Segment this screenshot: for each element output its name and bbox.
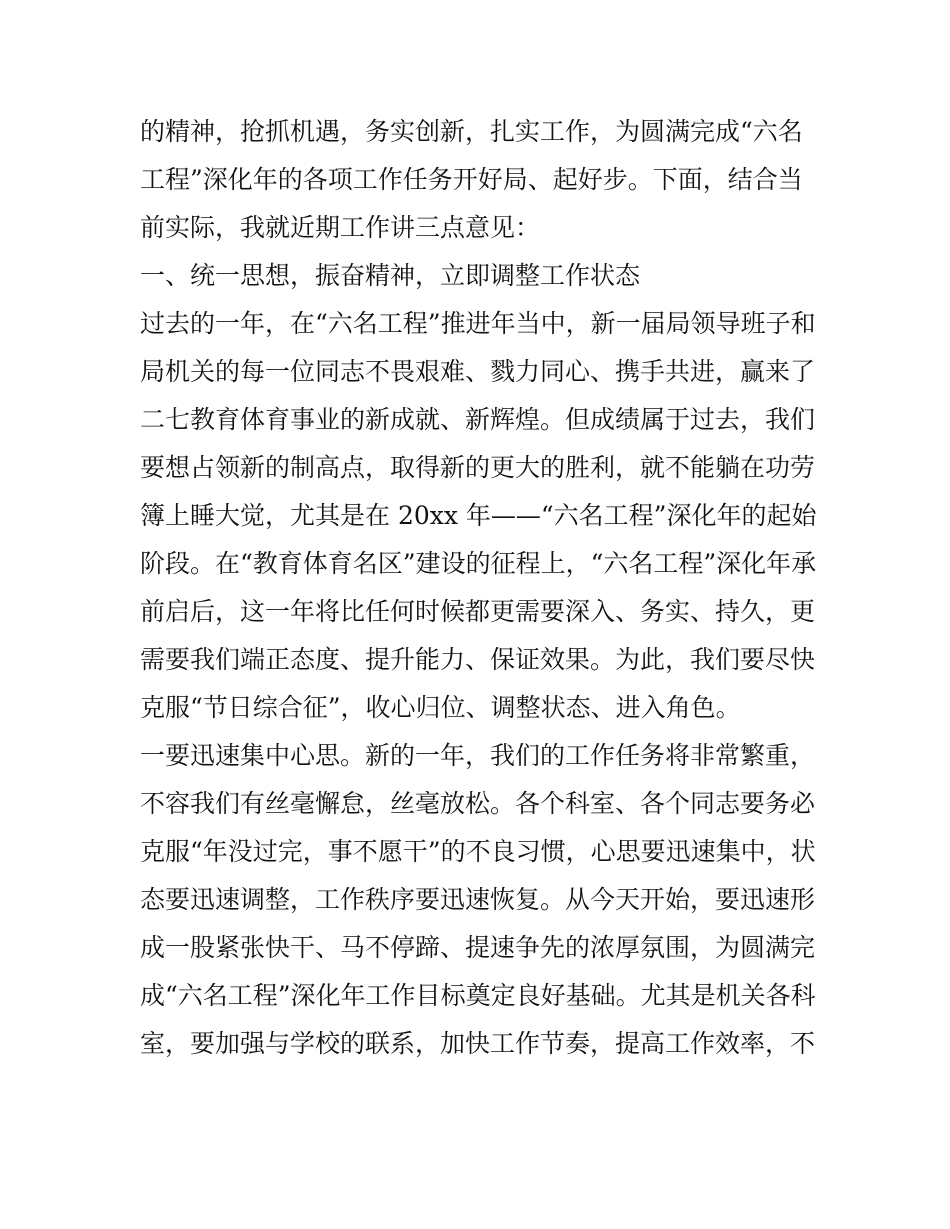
text-line: 局机关的每一位同志不畏艰难、戮力同心、携手共进，赢来了 <box>140 357 816 386</box>
text-line: 前实际，我就近期工作讲三点意见： <box>140 213 541 242</box>
text-line: 工程”深化年的各项工作任务开好局、起好步。下面，结合当 <box>140 165 803 194</box>
text-line: 一要迅速集中心思。新的一年，我们的工作任务将非常繁重， <box>140 741 816 770</box>
section-heading: 一、统一思想，振奋精神，立即调整工作状态 <box>140 261 641 290</box>
document-body <box>140 108 820 1068</box>
text-line: 成一股紧张快干、马不停蹄、提速争先的浓厚氛围，为圆满完 <box>140 933 816 962</box>
text-line: 不容我们有丝毫懈怠，丝毫放松。各个科室、各个同志要务必 <box>140 789 816 818</box>
text-line: 克服“节日综合征”，收心归位、调整状态、进入角色。 <box>140 693 741 722</box>
text-line: 二七教育体育事业的新成就、新辉煌。但成绩属于过去，我们 <box>140 405 816 434</box>
text-line: 要想占领新的制高点，取得新的更大的胜利，就不能躺在功劳 <box>140 453 816 482</box>
text-line: 前启后，这一年将比任何时候都更需要深入、务实、持久，更 <box>140 597 816 626</box>
text-line: 克服“年没过完，事不愿干”的不良习惯，心思要迅速集中，状 <box>140 837 816 866</box>
text-line: 簿上睡大觉，尤其是在 20xx 年——“六名工程”深化年的起始 <box>140 501 817 530</box>
text-line: 成“六名工程”深化年工作目标奠定良好基础。尤其是机关各科 <box>140 981 816 1010</box>
text-line: 阶段。在“教育体育名区”建设的征程上，“六名工程”深化年承 <box>140 549 817 578</box>
text-line: 过去的一年，在“六名工程”推进年当中，新一届局领导班子和 <box>140 309 816 338</box>
text-line: 态要迅速调整，工作秩序要迅速恢复。从今天开始，要迅速形 <box>140 885 816 914</box>
text-line: 的精神，抢抓机遇，务实创新，扎实工作，为圆满完成“六名 <box>140 117 803 146</box>
text-line: 需要我们端正态度、提升能力、保证效果。为此，我们要尽快 <box>140 645 816 674</box>
text-line: 室，要加强与学校的联系，加快工作节奏，提高工作效率，不 <box>140 1029 816 1058</box>
